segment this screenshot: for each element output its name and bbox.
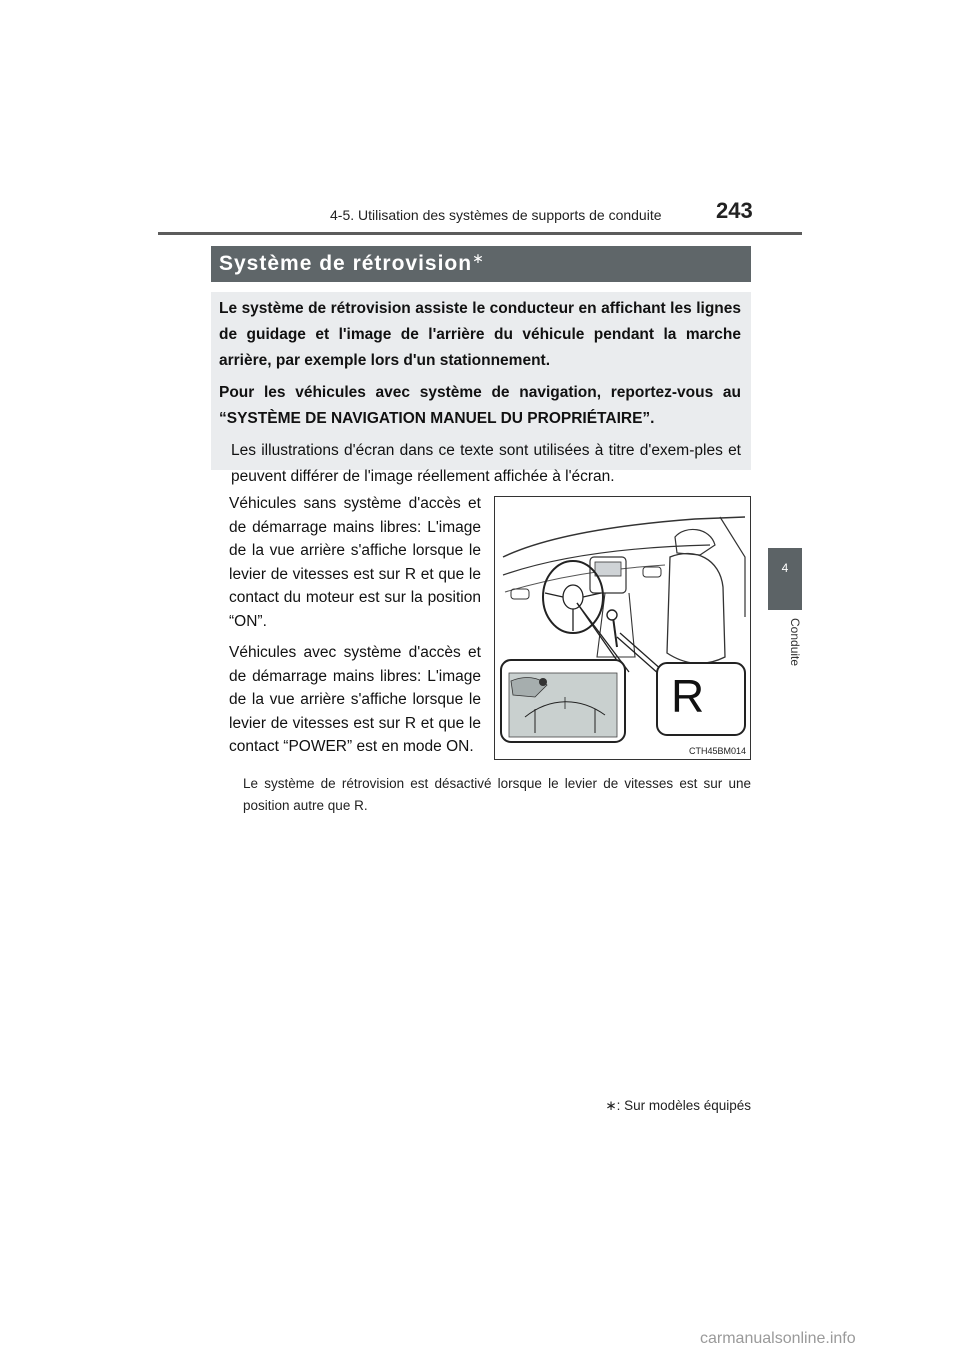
intro-box xyxy=(211,292,751,485)
deactivation-note: Le système de rétrovision est désactivé lorsque le levier de vitesses est sur une position autre que R. xyxy=(243,776,751,813)
dashboard-illustration xyxy=(494,496,751,760)
equipped-models-note xyxy=(590,1098,751,1114)
chapter-number: 4 xyxy=(781,561,789,575)
intro-note: Les illustrations d'écran dans ce texte sont utilisées à titre d'exem-ples et peuvent différer de l'image réellement affichée à l'écran. xyxy=(231,442,741,485)
watermark: carmanualsonline.info xyxy=(700,1330,856,1347)
intro-paragraph: Le système de rétrovision assiste le conducteur en affichant les lignes de guidage et l'image de l'arrière du véhicule pendant la marche arrière, par exemple lors d'un stationnement. xyxy=(219,300,741,369)
dashboard-drawing xyxy=(495,497,751,760)
page-number: 243 xyxy=(716,198,753,223)
equipped-marker: ∗ xyxy=(605,1098,617,1113)
equipped-text: : Sur modèles équipés xyxy=(616,1098,751,1113)
section-title-bar xyxy=(211,246,751,282)
body-column xyxy=(229,492,481,767)
chapter-label: Conduite xyxy=(788,618,802,667)
body-paragraph: Véhicules sans système d'accès et de démarrage mains libres: L'image de la vue arrière s'affiche lorsque le levier de vitesses est sur R et que le contact du moteur est sur la position “ON”. xyxy=(229,495,481,630)
intro-paragraph: Pour les véhicules avec système de navigation, reportez-vous au “SYSTÈME DE NAVIGATION MANUEL DU PROPRIÉTAIRE”. xyxy=(219,384,741,427)
section-title: Système de rétrovision xyxy=(219,252,473,275)
chapter-tab[interactable] xyxy=(768,548,802,610)
gear-r-label: R xyxy=(671,670,705,722)
header-rule xyxy=(158,232,802,235)
body-paragraph: Véhicules avec système d'accès et de démarrage mains libres: L'image de la vue arrière s'affiche lorsque le levier de vitesses est sur R et que le contact “POWER” est en mode ON. xyxy=(229,644,481,755)
figure-code: CTH45BM014 xyxy=(688,746,746,756)
header-section-title: 4-5. Utilisation des systèmes de supports de conduite xyxy=(330,207,662,223)
equipped-marker: ∗ xyxy=(472,250,485,266)
